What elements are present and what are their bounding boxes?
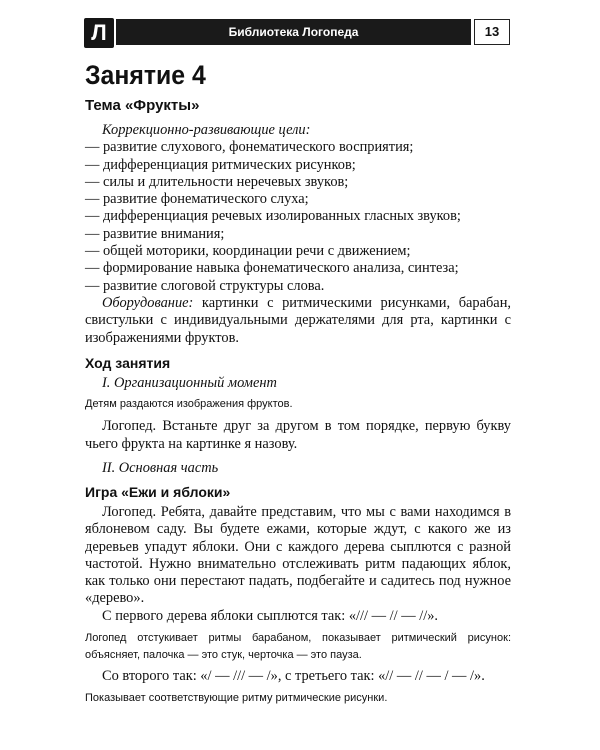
goal-item: — развитие внимания; <box>85 225 225 242</box>
note-drum: Логопед отстукивает ритмы барабаном, показывает ритмический рисунок: объясняет, палочка — это стук, черточка — это пауза. <box>85 632 511 661</box>
equipment-text: картинки с ритмическими рисунками, барабан, свистульки с индивидуальными держателями для рта, картинки с изображениями фруктов. <box>85 294 511 346</box>
note-show-pictures: Показывает соответствующие ритму ритмические рисунки. <box>85 692 388 705</box>
game-title: Игра «Ежи и яблоки» <box>85 483 231 500</box>
goal-item: — развитие слухового, фонематического восприятия; <box>85 139 414 156</box>
goal-item: — общей моторики, координации речи с движением; <box>85 243 411 260</box>
lesson-topic: Тема «Фрукты» <box>85 97 200 114</box>
goal-item: — формирование навыка фонематического анализа, синтеза; <box>85 260 459 277</box>
course-heading: Ход занятия <box>85 354 171 371</box>
goal-item: — развитие фонематического слуха; <box>85 191 309 208</box>
goals-list <box>85 139 511 295</box>
page-number: 13 <box>474 19 510 45</box>
lesson-title: Занятие 4 <box>85 60 206 90</box>
goal-item: — развитие слоговой структуры слова. <box>85 277 325 294</box>
goal-item: — силы и длительности неречевых звуков; <box>85 173 349 190</box>
speech-other-trees: Со второго так: «/ — /// — /», с третьего так: «// — // — / — /». <box>102 668 485 685</box>
note-distribute: Детям раздаются изображения фруктов. <box>85 397 293 410</box>
section-main: II. Основная часть <box>102 459 219 476</box>
goal-item: — дифференциация речевых изолированных гласных звуков; <box>85 208 461 225</box>
speech-first-tree: С первого дерева яблоки сыплются так: «/// — // — //». <box>102 607 438 624</box>
speech-orchard: Логопед. Ребята, давайте представим, что мы с вами находимся в яблоневом саду. Вы будете ежами, которые ждут, с какого же из деревьев упадут яблоки. Они с каждого дерева сыплются с разной частотой. Нужно внимательно отслеживать ритм падающих яблок, как только они перестают падать, подбегайте и садитесь под нужное «дерево». <box>85 503 511 607</box>
goal-item: — дифференциация ритмических рисунков; <box>85 156 356 173</box>
equipment-paragraph <box>85 295 511 347</box>
running-header <box>84 18 509 48</box>
header-title: Библиотека Логопеда <box>116 19 471 45</box>
equipment-label: Оборудование: <box>102 294 194 311</box>
goals-heading: Коррекционно-развивающие цели: <box>102 122 311 138</box>
page-content <box>85 58 511 707</box>
library-logo: Л <box>84 18 114 48</box>
speech-line-up: Логопед. Встаньте друг за другом в том порядке, первую букву чьего фрукта на картинке я назову. <box>85 418 511 452</box>
section-organizational: I. Организационный момент <box>102 374 277 391</box>
